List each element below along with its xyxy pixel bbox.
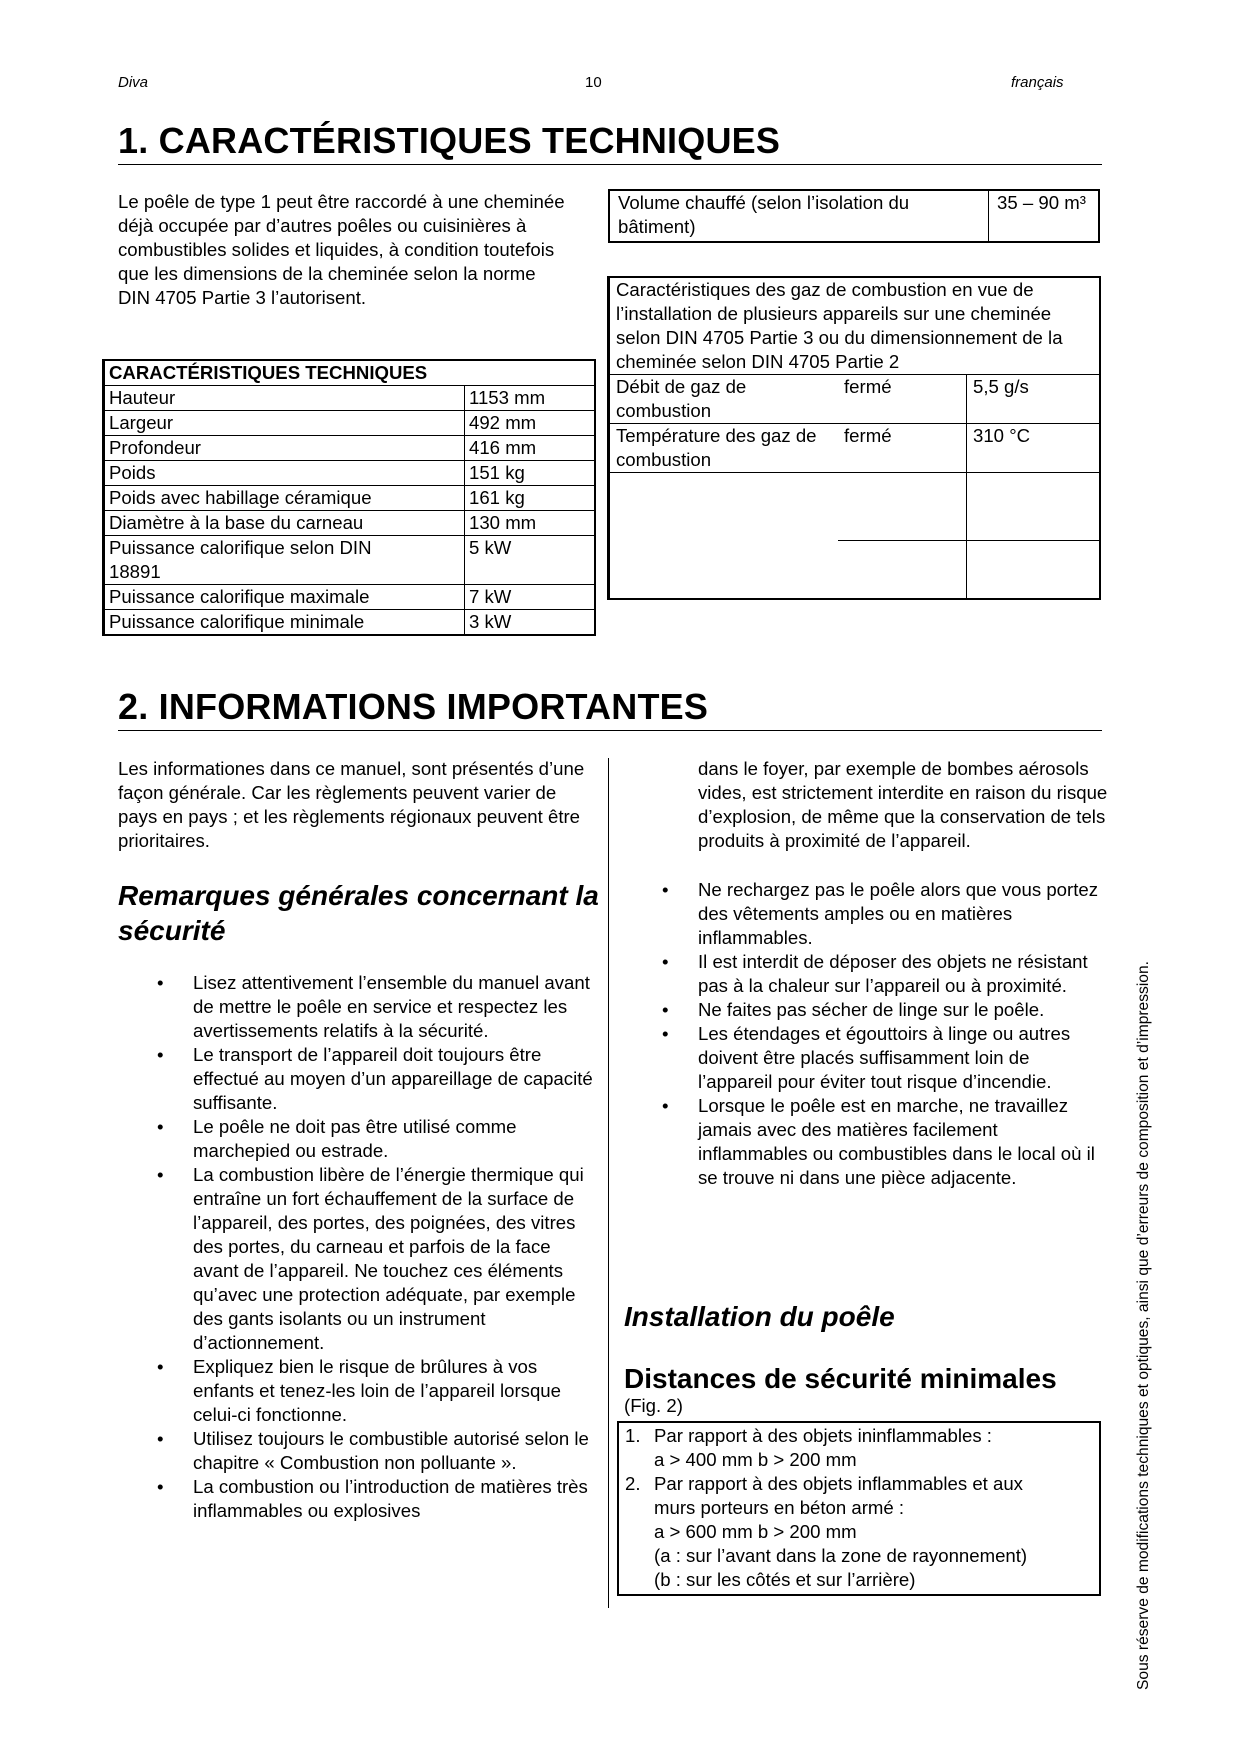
fig-reference: (Fig. 2) [624,1395,683,1416]
list-item: • Il est interdit de déposer des objets ne résistant pas à la chaleur sur l’appareil ou à proximité. [662,951,1088,996]
table-row [104,386,596,411]
table-row [609,473,1101,541]
spec-value: 492 mm [465,411,596,436]
spec-label: Diamètre à la base du carneau [104,511,465,536]
table-row [104,585,596,610]
safety-list-left [157,971,593,1523]
table-row [104,411,596,436]
spec-label: Puissance calorifique minimale [104,610,465,636]
spec-label: Profondeur [104,436,465,461]
distance-number: 1. [625,1425,641,1446]
list-item: • Ne faites pas sécher de linge sur le poêle. [662,999,1045,1020]
list-item: • Le poêle ne doit pas être utilisé comme marchepied ou estrade. [157,1116,517,1161]
table-row [609,375,1101,424]
header-title: Diva [118,74,149,91]
distance-line: murs porteurs en béton armé : [654,1497,905,1518]
distance-line: Par rapport à des objets inflammables et aux [654,1473,1023,1494]
spec-value: 151 kg [465,461,596,486]
gas-table-title: Caractéristiques des gaz de combustion en vue de l’installation de plusieurs appareils sur une cheminée selon DIN 4705 Partie 3 ou du dimensionnement de la cheminée selon DIN 4705 Partie 2 [616,279,1063,372]
spec-label: Hauteur [104,386,465,411]
spec-label: Poids avec habillage céramique [104,486,465,511]
section-1-title: 1. CARACTÉRISTIQUES TECHNIQUES [118,120,1102,165]
spec-label: Largeur [104,411,465,436]
table-row [104,536,596,585]
gas-table [607,276,1101,600]
gas-pressure-value-2 [967,540,1101,599]
distances-title: Distances de sécurité minimales [624,1363,1057,1394]
gas-temp-condition: fermé [838,424,967,473]
list-item: • Les étendages et égouttoirs à linge ou autres doivent être placés suffisamment loin de l’appareil pour éviter tout risque d’incendie. [662,1023,1071,1092]
spec-table-title: CARACTÉRISTIQUES TECHNIQUES [104,360,596,386]
table-row [104,486,596,511]
spec-value: 7 kW [465,585,596,610]
page-number: 10 [585,74,602,91]
spec-value: 416 mm [465,436,596,461]
distance-number: 2. [625,1473,641,1494]
list-item: • La combustion ou l’introduction de matières très inflammables ou explosives [157,1476,588,1521]
gas-pressure-condition-2 [838,540,967,599]
header-language: français [1011,74,1064,91]
gas-pressure-label-cell [609,473,839,541]
volume-label: Volume chauffé (selon l’isolation du bâtiment) [609,190,989,242]
table-row [609,424,1101,473]
table-row [104,436,596,461]
gas-temp-value: 310 °C [967,424,1101,473]
spec-label: Poids [104,461,465,486]
spec-label: Puissance calorifique maximale [104,585,465,610]
distances-box [617,1421,1101,1596]
gas-pressure-value [967,473,1101,541]
spec-value: 1153 mm [465,386,596,411]
gas-pressure-condition [838,473,967,541]
distance-line: a > 600 mm b > 200 mm [654,1521,857,1542]
distance-line: (b : sur les côtés et sur l’arrière) [654,1569,916,1590]
spec-table [102,359,596,636]
list-item: • La combustion libère de l’énergie thermique qui entraîne un fort échauffement de la surface de l’appareil, des portes, des poignées, des vitres des portes, du carneau et parfois de la face avant de l’appareil. Ne touchez ces éléments qu’avec une protection adéquate, par exemple des gants isolants ou un instrument d’actionnement. [157,1164,584,1353]
side-disclaimer: Sous réserve de modifications techniques et optiques, ainsi que d’erreurs de composition et d’impression. [1135,961,1152,1690]
list-item: • Lisez attentivement l’ensemble du manuel avant de mettre le poêle en service et respectez les avertissements relatifs à la sécurité. [157,972,590,1041]
spec-value: 130 mm [465,511,596,536]
gas-debit-condition: fermé [838,375,967,424]
safety-list-continued: dans le foyer, par exemple de bombes aérosols vides, est strictement interdite en raison du risque d’explosion, de même que la conservation de tels produits à proximité de l’appareil. [698,758,1108,851]
list-item: • Le transport de l’appareil doit toujours être effectué au moyen d’un appareillage de capacité suffisante. [157,1044,593,1113]
list-item: • Utilisez toujours le combustible autorisé selon le chapitre « Combustion non polluante ». [157,1428,589,1473]
spec-value: 5 kW [465,536,596,585]
section-2-title: 2. INFORMATIONS IMPORTANTES [118,686,1102,731]
spec-value: 3 kW [465,610,596,636]
distance-line: a > 400 mm b > 200 mm [654,1449,857,1470]
list-item: • Ne rechargez pas le poêle alors que vous portez des vêtements amples ou en matières inflammables. [662,879,1099,948]
gas-debit-value: 5,5 g/s [967,375,1101,424]
list-item: • Expliquez bien le risque de brûlures à vos enfants et tenez-les loin de l’appareil lorsque celui-ci fonctionne. [157,1356,561,1425]
distance-line: (a : sur l’avant dans la zone de rayonnement) [654,1545,1028,1566]
distance-line: Par rapport à des objets ininflammables : [654,1425,992,1446]
safety-list-right [662,878,1099,1190]
table-row [609,540,1101,599]
spec-label: Puissance calorifique selon DIN 18891 [104,536,465,585]
column-divider [608,758,609,1608]
installation-title: Installation du poêle [624,1301,895,1332]
spec-value: 161 kg [465,486,596,511]
section-2-intro: Les informationes dans ce manuel, sont présentés d’une façon générale. Car les règlements peuvent varier de pays en pays ; et les règlements régionaux peuvent être prioritaires. [118,758,585,851]
table-row [104,511,596,536]
list-item: • Lorsque le poêle est en marche, ne travaillez jamais avec des matières facilement inflammables ou combustibles dans le local où il se trouve ni dans une pièce adjacente. [662,1095,1095,1188]
distance-item [619,1472,1099,1592]
table-row [104,461,596,486]
gas-temp-label: Température des gaz de combustion [609,424,839,473]
volume-table [608,189,1100,243]
table-row [104,610,596,636]
safety-remarks-title: Remarques générales concernant la sécurité [118,880,599,946]
section-1-intro: Le poêle de type 1 peut être raccordé à une cheminée déjà occupée par d’autres poêles ou cuisinières à combustibles solides et liquides, à condition toutefois que les dimensions de la cheminée selon la norme DIN 4705 Partie 3 l’autorisent. [118,191,565,308]
gas-debit-label: Débit de gaz de combustion [609,375,839,424]
volume-value: 35 – 90 m³ [989,190,1100,242]
distance-item [619,1424,1099,1472]
